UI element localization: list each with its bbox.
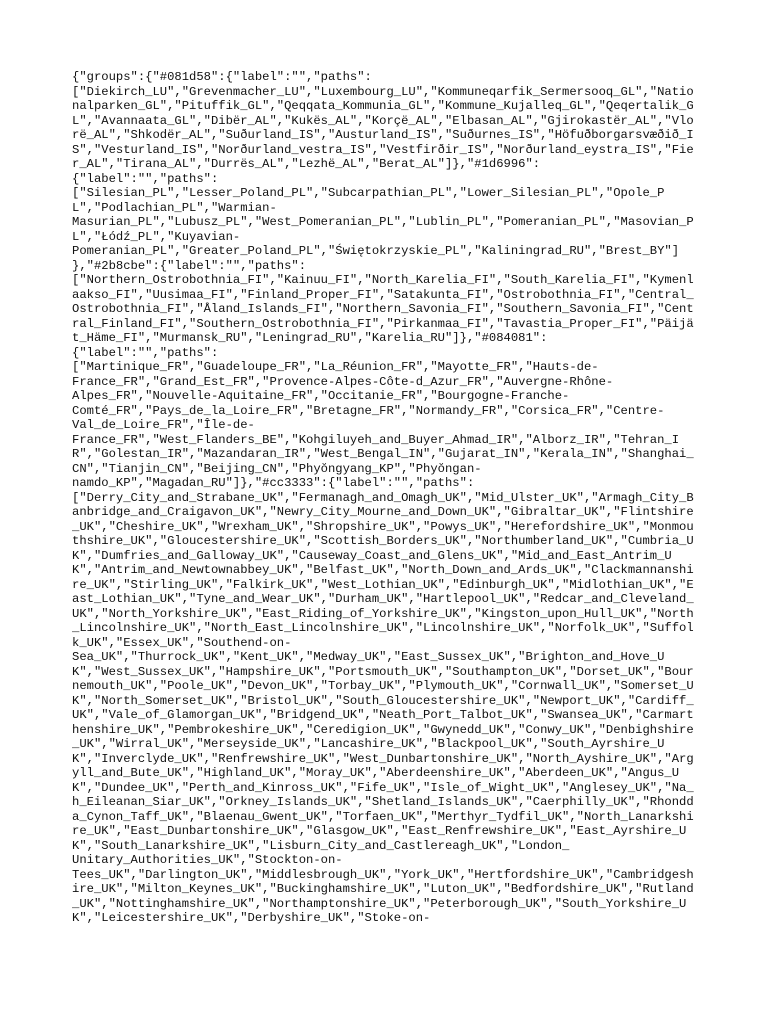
json-text-block: {"groups":{"#081d58":{"label":"","paths": ["Diekirch_LU","Grevenmacher_LU","Luxembourg_LU","Kommuneqarfik_Sermersooq_GL","Nationalparken_GL","Pituffik_GL","Qeqqata_Kommunia_GL","Kommune_Kujalleq_GL","Qeqertalik_GL","Avannaata_GL","Dibër_AL","Kukës_AL","Korçë_AL","Elbasan_AL","Gjirokastër_AL","Vlorë_AL","Shkodër_AL","Suðurland_IS","Austurland_IS","Suðurnes_IS","Höfuðborgarsvæðið_IS","Vesturland_IS","Norðurland_vestra_IS","Vestfirðir_IS","Norðurland_eystra_IS","Fier_AL","Tirana_AL","Durrës_AL","Lezhë_AL","Berat_AL"]},"#1d6996": {"label":"","paths": ["Silesian_PL","Lesser_Poland_PL","Subcarpathian_PL","Lower_Silesian_PL","Opole_PL","Podlachian_PL","Warmian- Masurian_PL","Lubusz_PL","West_Pomeranian_PL","Lublin_PL","Pomeranian_PL","Masovian_PL","Łódź_PL","Kuyavian- Pomeranian_PL","Greater_Poland_PL","Świętokrzyskie_PL","Kaliningrad_RU","Brest_BY"] },"#2b8cbe":{"label":"","paths": ["Northern_Ostrobothnia_FI","Kainuu_FI","North_Karelia_FI","South_Karelia_FI","Kymenlaakso_FI","Uusimaa_FI","Finland_Proper_FI","Satakunta_FI","Ostrobothnia_FI","Central_Ostrobothnia_FI","Åland_Islands_FI","Northern_Savonia_FI","Southern_Savonia_FI","Central_Finland_FI","Southern_Ostrobothnia_FI","Pirkanmaa_FI","Tavastia_Proper_FI","Päijät_Häme_FI","Murmansk_RU","Leningrad_RU","Karelia_RU"]},"#084081": {"label":"","paths": ["Martinique_FR","Guadeloupe_FR","La_Réunion_FR","Mayotte_FR","Hauts-de- France_FR","Grand_Est_FR","Provence-Alpes-Côte-d_Azur_FR","Auvergne-Rhône- Alpes_FR","Nouvelle-Aquitaine_FR","Occitanie_FR","Bourgogne-Franche- Comté_FR","Pays_de_la_Loire_FR","Bretagne_FR","Normandy_FR","Corsica_FR","Centre- Val_de_Loire_FR","Île-de- France_FR","West_Flanders_BE","Kohgiluyeh_and_Buyer_Ahmad_IR","Alborz_IR","Tehran_IR","Golestan_IR","Mazandaran_IR","West_Bengal_IN","Gujarat_IN","Kerala_IN","Shanghai_CN","Tianjin_CN","Beijing_CN","Phyŏngyang_KP","Phyŏngan- namdo_KP","Magadan_RU"]},"#cc3333":{"label":"","paths": ["Derry_City_and_Strabane_UK","Fermanagh_and_Omagh_UK","Mid_Ulster_UK","Armagh_City_Banbridge_and_Craigavon_UK","Newry_City_Mourne_and_Down_UK","Gibraltar_UK","Flintshire_UK","Cheshire_UK","Wrexham_UK","Shropshire_UK","Powys_UK","Herefordshire_UK","Monmouthshire_UK","Gloucestershire_UK","Scottish_Borders_UK","Northumberland_UK","Cumbria_UK","Dumfries_and_Galloway_UK","Causeway_Coast_and_Glens_UK","Mid_and_East_Antrim_UK","Antrim_and_Newtownabbey_UK","Belfast_UK","North_Down_and_Ards_UK","Clackmannanshire_UK","Stirling_UK","Falkirk_UK","West_Lothian_UK","Edinburgh_UK","Midlothian_UK","East_Lothian_UK","Tyne_and_Wear_UK","Durham_UK","Hartlepool_UK","Redcar_and_Cleveland_UK","North_Yorkshire_UK","East_Riding_of_Yorkshire_UK","Kingston_upon_Hull_UK","North_Lincolnshire_UK","North_East_Lincolnshire_UK","Lincolnshire_UK","Norfolk_UK","Suffolk_UK","Essex_UK","Southend-on- Sea_UK","Thurrock_UK","Kent_UK","Medway_UK","East_Sussex_UK","Brighton_and_Hove_UK","West_Sussex_UK","Hampshire_UK","Portsmouth_UK","Southampton_UK","Dorset_UK","Bournemouth_UK","Poole_UK","Devon_UK","Torbay_UK","Plymouth_UK","Cornwall_UK","Somerset_UK","North_Somerset_UK","Bristol_UK","South_Gloucestershire_UK","Newport_UK","Cardiff_UK","Vale_of_Glamorgan_UK","Bridgend_UK","Neath_Port_Talbot_UK","Swansea_UK","Carmarthenshire_UK","Pembrokeshire_UK","Ceredigion_UK","Gwynedd_UK","Conwy_UK","Denbighshire_UK","Wirral_UK","Merseyside_UK","Lancashire_UK","Blackpool_UK","South_Ayrshire_UK","Inverclyde_UK","Renfrewshire_UK","West_Dunbartonshire_UK","North_Ayshire_UK","Argyll_and_Bute_UK","Highland_UK","Moray_UK","Aberdeenshire_UK","Aberdeen_UK","Angus_UK","Dundee_UK","Perth_and_Kinross_UK","Fife_UK","Isle_of_Wight_UK","Anglesey_UK","Na_h_Eileanan_Siar_UK","Orkney_Islands_UK","Shetland_Islands_UK","Caerphilly_UK","Rhondda_Cynon_Taff_UK","Blaenau_Gwent_UK","Torfaen_UK","Merthyr_Tydfil_UK","North_Lanarkshire_UK","East_Dunbartonshire_UK","Glasgow_UK","East_Renfrewshire_UK","East_Ayrshire_UK","South_Lanarkshire_UK","Lisburn_City_and_Castlereagh_UK","London_ Unitary_Authorities_UK","Stockton-on- Tees_UK","Darlington_UK","Middlesbrough_UK","York_UK","Hertfordshire_UK","Cambridgeshire_UK","Milton_Keynes_UK","Buckinghamshire_UK","Luton_UK","Bedfordshire_UK","Rutland_UK","Nottinghamshire_UK","Northamptonshire_UK","Peterborough_UK","South_Yorkshire_UK","Leicestershire_UK","Derbyshire_UK","Stoke-on-: [72, 70, 694, 925]
document-page: [72, 70, 698, 950]
